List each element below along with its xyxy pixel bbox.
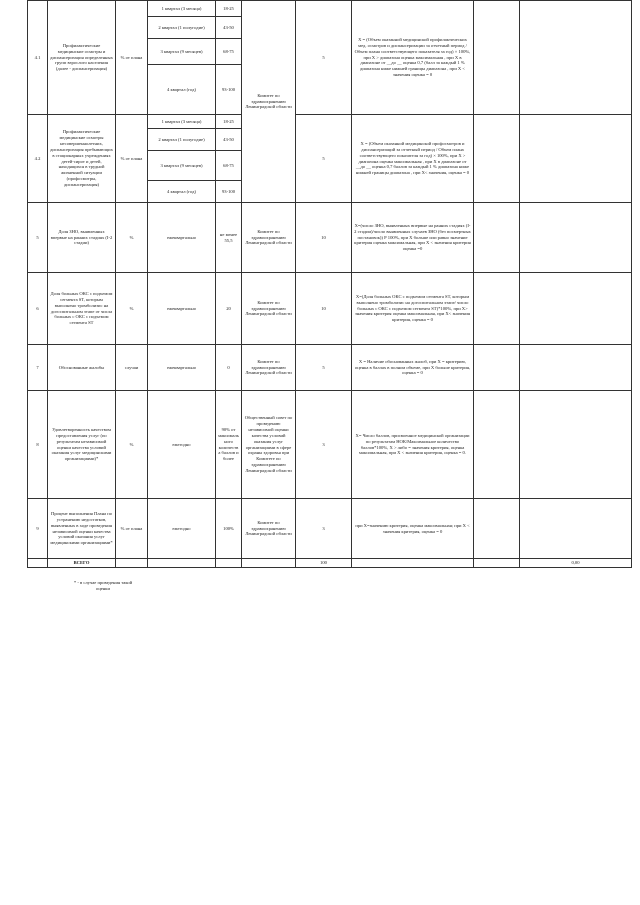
unit-cell: % от плана bbox=[116, 115, 148, 203]
period-cell: ежеквартально bbox=[148, 345, 216, 391]
total-label: ВСЕГО bbox=[48, 559, 116, 568]
period-cell: ежеквартально bbox=[148, 273, 216, 345]
table-row bbox=[28, 1, 632, 17]
source-cell: Общественный совет по проведению независимой оценки качества условий оказания услуг организациями в сфере охраны здоровья при Комитете по здравоохранению Ленинградской области bbox=[242, 391, 296, 499]
row-number: 4.2 bbox=[28, 115, 48, 203]
indicator-name: Процент выполнения Плана по устранению недостатков, выявленных в ходе проведения независимой оценки качества условий оказания услуг медицинскими организациями* bbox=[48, 499, 116, 559]
score-cell bbox=[520, 1, 632, 115]
weight-cell: 3 bbox=[296, 391, 352, 499]
table-row bbox=[28, 345, 632, 391]
target-value: 43-50 bbox=[216, 129, 242, 151]
footnote-line: оценки bbox=[96, 585, 110, 591]
indicator-name: Удовлетворенность качеством предоставления услуг (по результатам независимой оценки качества условий оказания услуг медицинскими организациями)* bbox=[48, 391, 116, 499]
blank-cell bbox=[474, 115, 520, 203]
total-row bbox=[28, 559, 632, 568]
target-value: 90% от максимального количества баллов и более bbox=[216, 391, 242, 499]
period-cell: 3 квартал (9 месяцев) bbox=[148, 39, 216, 65]
blank-cell bbox=[474, 345, 520, 391]
source-cell: Комитет по здравоохранению Ленинградской области bbox=[242, 273, 296, 345]
blank-cell bbox=[242, 559, 296, 568]
table-row bbox=[28, 115, 632, 129]
blank-cell bbox=[28, 559, 48, 568]
period-cell: 1 квартал (3 месяца) bbox=[148, 1, 216, 17]
criteria-cell: X = (Объем оказанной медицинской профилактических мед. осмотров и диспансеризации за отчетный период / Объем плана соответствующего показателя за год) × 100%, при X > диапазона оценка максимальная , при X в диапазоне от __до __ оценка 0,7 (балл за каждый 1 % диапазона ниже нижней границы диапазона , при X < значения оценка = 0 bbox=[352, 1, 474, 115]
blank-cell bbox=[474, 203, 520, 273]
indicator-name: Обоснованные жалобы bbox=[48, 345, 116, 391]
target-value: 18-25 bbox=[216, 115, 242, 129]
target-value: 0 bbox=[216, 345, 242, 391]
period-cell: 3 квартал (9 месяцев) bbox=[148, 151, 216, 181]
unit-cell: % от плана bbox=[116, 1, 148, 115]
score-cell bbox=[520, 499, 632, 559]
score-cell bbox=[520, 273, 632, 345]
period-cell: 2 квартал (1 полугодие) bbox=[148, 17, 216, 39]
criteria-cell: X = Наличие обоснованных жалоб, при X = критерию, оценка в баллах в полном объеме, при X больше критерия, оценка = 0 bbox=[352, 345, 474, 391]
target-value: 43-50 bbox=[216, 17, 242, 39]
score-cell bbox=[520, 391, 632, 499]
period-cell: ежегодно bbox=[148, 391, 216, 499]
weight-cell: 5 bbox=[296, 115, 352, 203]
weight-cell: 10 bbox=[296, 273, 352, 345]
blank-cell bbox=[474, 391, 520, 499]
blank-cell bbox=[474, 499, 520, 559]
row-number: 5 bbox=[28, 203, 48, 273]
table-row bbox=[28, 391, 632, 499]
table-row bbox=[28, 203, 632, 273]
period-cell: 1 квартал (3 месяца) bbox=[148, 115, 216, 129]
target-value: 68-75 bbox=[216, 151, 242, 181]
unit-cell: случаи bbox=[116, 345, 148, 391]
indicator-name: Доля ЗНО, выявленных впервые на ранних стадиях (I-2 стадии) bbox=[48, 203, 116, 273]
blank-cell bbox=[474, 1, 520, 115]
target-value: 68-75 bbox=[216, 39, 242, 65]
blank-cell bbox=[352, 559, 474, 568]
source-cell: Комитет по здравоохранению Ленинградской области bbox=[242, 499, 296, 559]
criteria-cell: при X=значению критерия, оценка максимальная; при X < значения критерия, оценка = 0 bbox=[352, 499, 474, 559]
indicator-name: Доля больных ОКС с подъемом сегмента ST, которым выполнено тромболизис на догоспитальном этапе от числа больных с ОКС с подъемом сегмента ST bbox=[48, 273, 116, 345]
row-number: 8 bbox=[28, 391, 48, 499]
table-row bbox=[28, 499, 632, 559]
target-value: не менее 55,5 bbox=[216, 203, 242, 273]
score-cell bbox=[520, 203, 632, 273]
source-cell: Комитет по здравоохранению Ленинградской области bbox=[242, 203, 296, 273]
criteria-cell: X=(число ЗНО, выявленных впервые на ранних стадиях (I-2 стадии)/число выявленных случаев ЗНО (без посмертных постановок)) Р 100%, при X больше или равно значение критерия оценка максимальная, при X < значения критерия оценка =0 bbox=[352, 203, 474, 273]
target-value: 93-100 bbox=[216, 181, 242, 203]
unit-cell: % bbox=[116, 391, 148, 499]
footnote-line: * - в случае проведения такой bbox=[73, 580, 133, 585]
target-value: 18-25 bbox=[216, 1, 242, 17]
period-cell: 2 квартал (1 полугодие) bbox=[148, 129, 216, 151]
indicators-table bbox=[27, 0, 632, 568]
weight-cell: 3 bbox=[296, 499, 352, 559]
total-score: 0,00 bbox=[520, 559, 632, 568]
blank-cell bbox=[474, 273, 520, 345]
criteria-cell: X= Число баллов, присвоенное медицинской организации по результатам НОК/Максимальное количество баллов*100%, X > либо = значения критерия, оценка максимальная, при X < значения критерия, оценка = 0. bbox=[352, 391, 474, 499]
indicator-name: Профилактические медицинские осмотры и диспансеризация определенных групп взрослого населения (далее - диспансеризация) bbox=[48, 1, 116, 115]
target-value: 20 bbox=[216, 273, 242, 345]
footnote bbox=[48, 580, 158, 592]
target-value: 100% bbox=[216, 499, 242, 559]
row-number: 7 bbox=[28, 345, 48, 391]
weight-cell: 5 bbox=[296, 1, 352, 115]
criteria-cell: X=(Доля больных ОКС с подъемом сегмента ST, которым выполнено тромболизис на догоспитальном этапе/ число больных с ОКС с подъемом сегмента ST)*100%, при X> значения критерия оценка максимальная, при X< значения критерия, оценка = 0 bbox=[352, 273, 474, 345]
blank-cell bbox=[116, 559, 148, 568]
target-value: 93-100 bbox=[216, 65, 242, 115]
period-cell: 4 квартал (год) bbox=[148, 181, 216, 203]
row-number: 6 bbox=[28, 273, 48, 345]
blank-cell bbox=[474, 559, 520, 568]
table-row bbox=[28, 273, 632, 345]
unit-cell: % от плана bbox=[116, 499, 148, 559]
unit-cell: % bbox=[116, 203, 148, 273]
row-number: 4.1 bbox=[28, 1, 48, 115]
row-number: 9 bbox=[28, 499, 48, 559]
blank-cell bbox=[216, 559, 242, 568]
score-cell bbox=[520, 115, 632, 203]
weight-cell: 10 bbox=[296, 203, 352, 273]
source-cell: Комитет по здравоохранению Ленинградской области bbox=[242, 1, 296, 203]
indicator-name: Профилактические медицинские осмотры несовершеннолетних, диспансеризация пребывающих в стационарных учреждениях детей-сирот и детей, находящихся в трудной жизненной ситуации (профосмотры, диспансеризация) bbox=[48, 115, 116, 203]
period-cell: ежегодно bbox=[148, 499, 216, 559]
blank-cell bbox=[148, 559, 216, 568]
period-cell: 4 квартал (год) bbox=[148, 65, 216, 115]
total-weight: 100 bbox=[296, 559, 352, 568]
criteria-cell: X = (Объем оказанной медицинской профосмотров и диспансеризаций за отчетный период / Объем плана соответствующего показателя за год) × 100%, при X > диапазона оценка максимальная , при X в диапазоне от __до __ оценка 0,7 баллов за каждый 1 % диапазона ниже нижней границы диапазона , при X< значения, оценка = 0 bbox=[352, 115, 474, 203]
weight-cell: 5 bbox=[296, 345, 352, 391]
unit-cell: % bbox=[116, 273, 148, 345]
source-cell: Комитет по здравоохранению Ленинградской области bbox=[242, 345, 296, 391]
score-cell bbox=[520, 345, 632, 391]
period-cell: ежеквартально bbox=[148, 203, 216, 273]
